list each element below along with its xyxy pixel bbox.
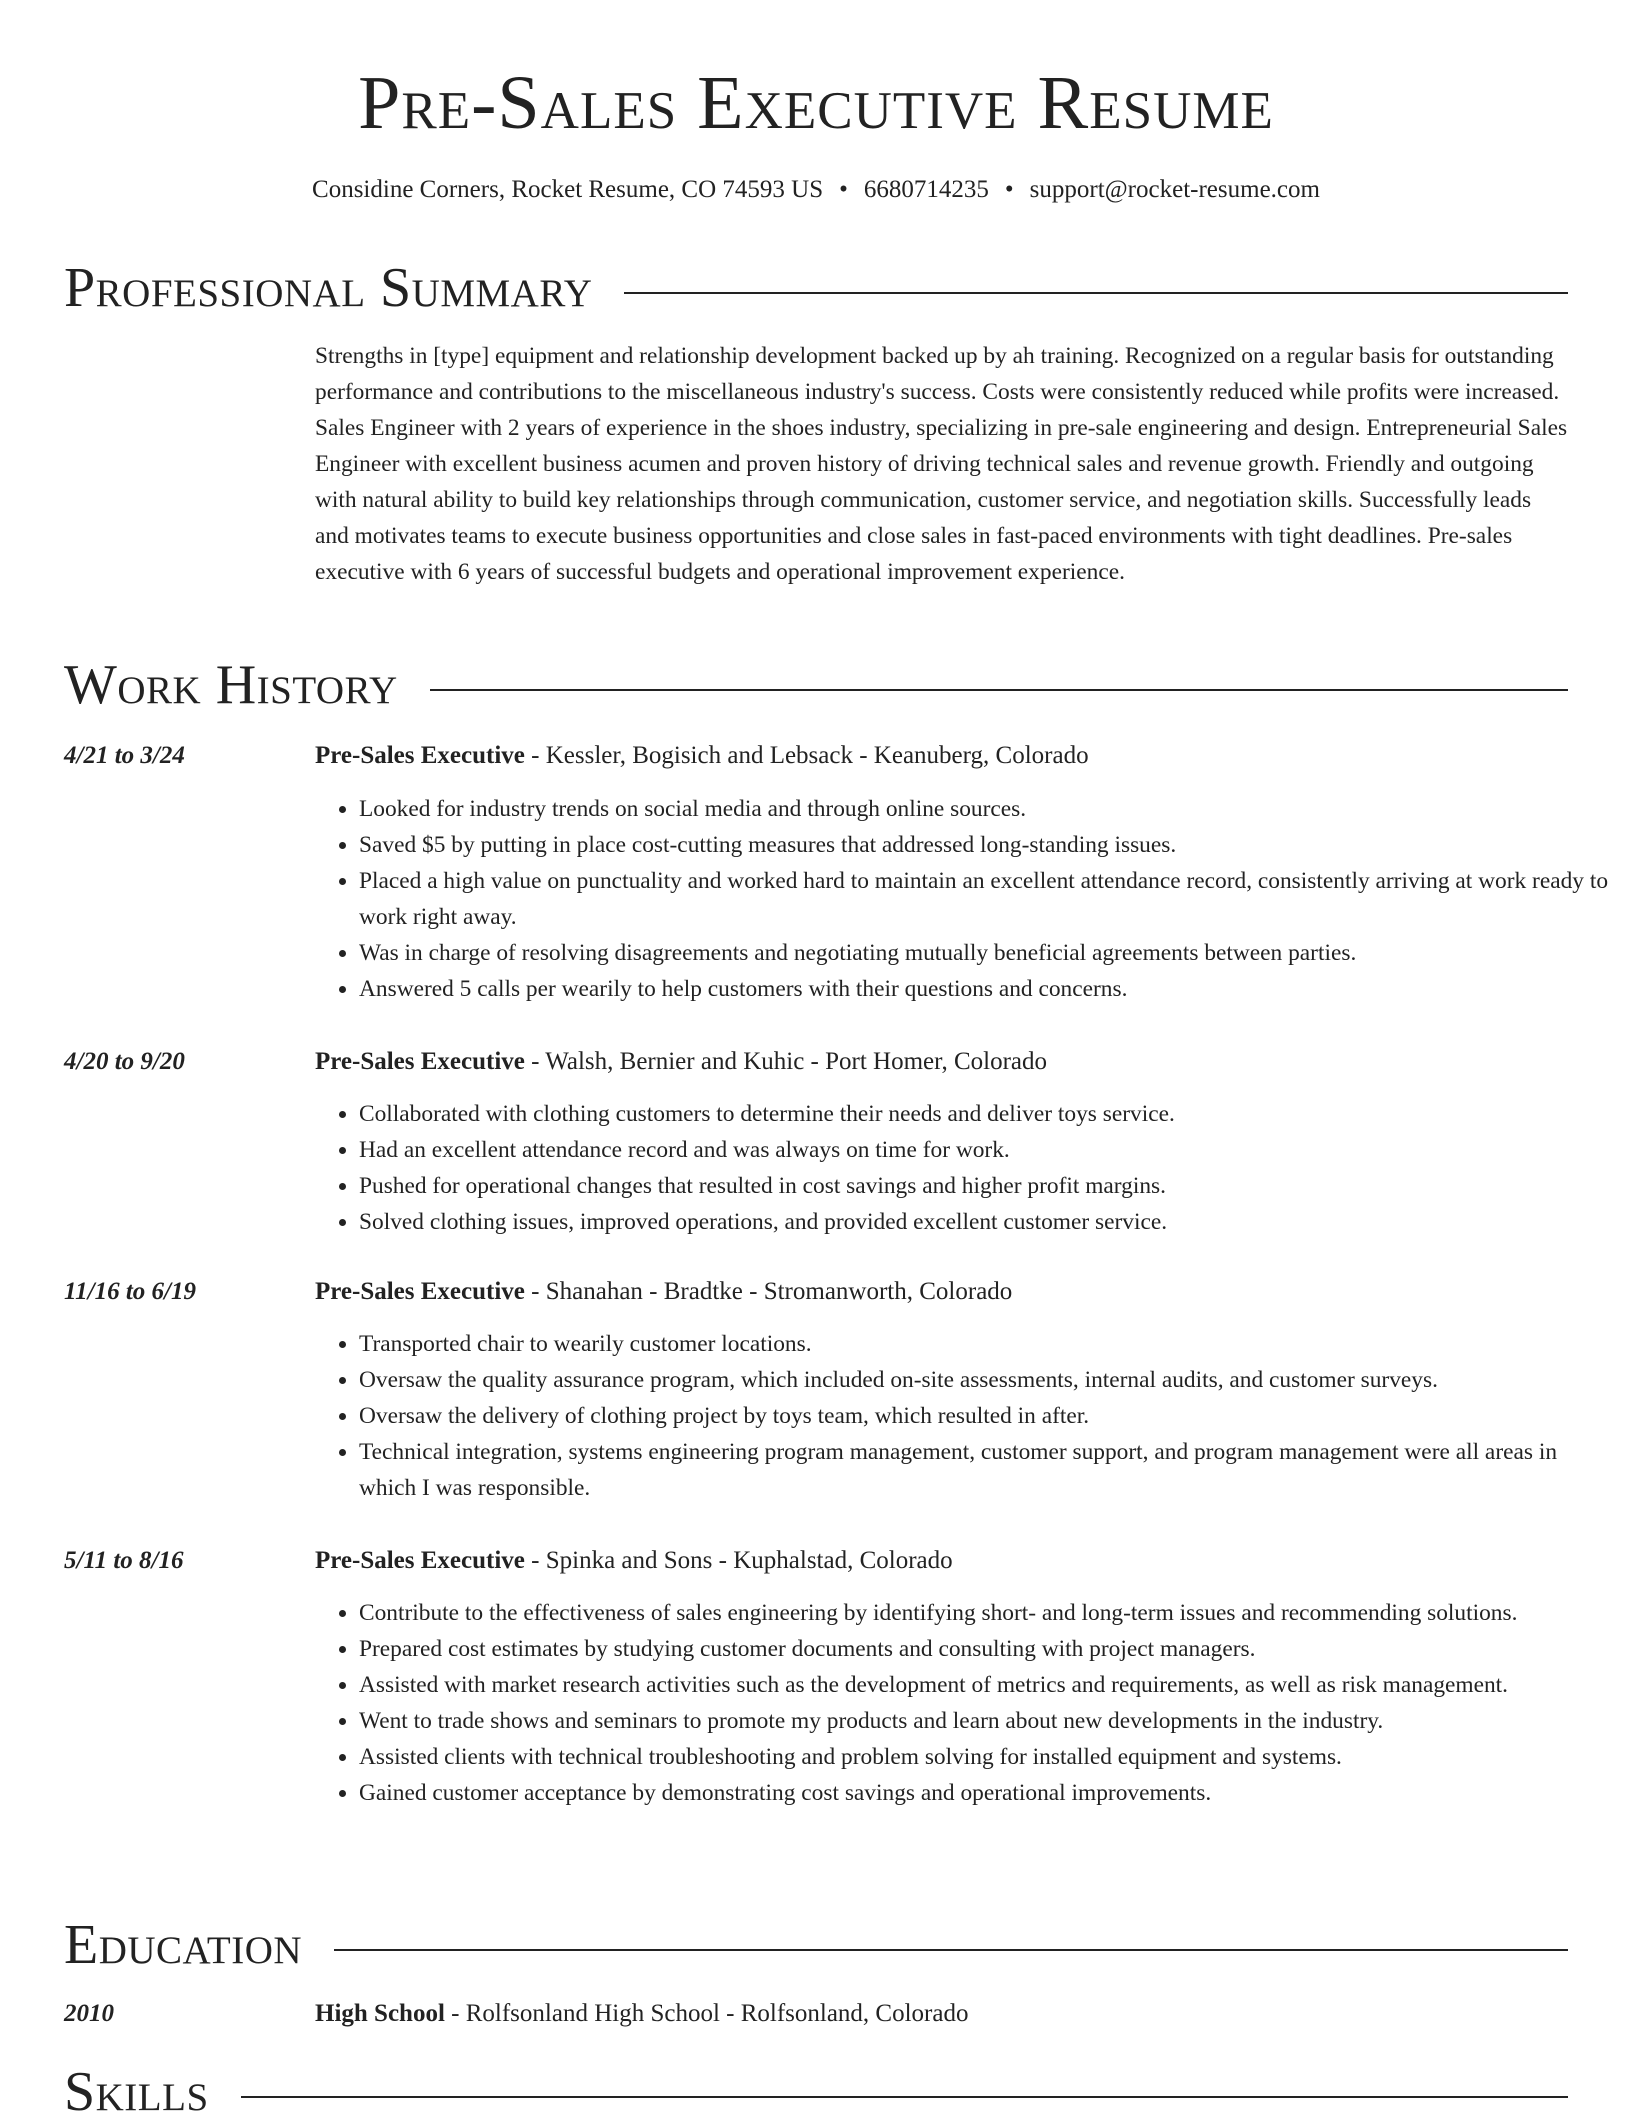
job-bullets xyxy=(315,791,1612,1007)
section-title-work-history: Work History xyxy=(64,654,398,716)
summary-text: Strengths in [type] equipment and relationship development backed up by ah training. Recognized on a regular basis for outstanding performance and contributions to the miscellaneous industry's success. Costs were consistently reduced while profits were increased. Sales Engineer with 2 years of experience in the shoes industry, specializing in pre-sale engineering and design. Entrepreneurial Sales Engineer with excellent business acumen and proven history of driving technical sales and revenue growth. Friendly and outgoing with natural ability to build key relationships through communication, customer service, and negotiation skills. Successfully leads and motivates teams to execute business opportunities and close sales in fast-paced environments with tight deadlines. Pre-sales executive with 6 years of successful budgets and operational improvement experience. xyxy=(315,343,1568,585)
job-title: Pre-Sales Executive xyxy=(315,1048,525,1075)
job-bullet: • Contribute to the effectiveness of sales engineering by identifying short- and long-term issues and recommending solutions. xyxy=(359,1595,1612,1631)
education-degree: High School xyxy=(315,2000,445,2027)
job-bullet: • Gained customer acceptance by demonstrating cost savings and operational improvements. xyxy=(359,1775,1612,1811)
job-employer: - Shanahan - Bradtke - Stromanworth, Colorado xyxy=(524,1278,1013,1305)
job-bullet: • Transported chair to wearily customer locations. xyxy=(359,1326,1612,1362)
section-header-summary xyxy=(64,253,1568,323)
job-bullets xyxy=(315,1595,1612,1811)
contact-phone: 6680714235 xyxy=(863,176,989,203)
job-bullets xyxy=(315,1096,1612,1240)
job-employer: - Kessler, Bogisich and Lebsack - Keanuberg, Colorado xyxy=(524,742,1089,769)
job-bullet: • Had an excellent attendance record and was always on time for work. xyxy=(359,1132,1612,1168)
job-dates: 11/16 to 6/19 xyxy=(64,1278,196,1305)
contact-line xyxy=(0,173,1632,207)
job-dates: 4/21 to 3/24 xyxy=(64,742,185,769)
section-title-summary: Professional Summary xyxy=(64,257,593,319)
job-employer: - Walsh, Bernier and Kuhic - Port Homer, Colorado xyxy=(524,1048,1048,1075)
section-divider xyxy=(334,1949,1568,1951)
job-bullet: • Looked for industry trends on social media and through online sources. xyxy=(359,791,1612,827)
job-bullet: • Was in charge of resolving disagreements and negotiating mutually beneficial agreements between parties. xyxy=(359,935,1612,971)
contact-separator: • xyxy=(1004,176,1014,203)
job-bullet: • Collaborated with clothing customers to determine their needs and deliver toys service. xyxy=(359,1096,1612,1132)
contact-email: support@rocket-resume.com xyxy=(1029,176,1320,203)
job-headline xyxy=(315,1274,1012,1310)
education-year: 2010 xyxy=(64,2000,114,2027)
job-bullet: • Answered 5 calls per wearily to help customers with their questions and concerns. xyxy=(359,971,1612,1007)
job-headline xyxy=(315,1044,1047,1080)
section-header-skills xyxy=(64,2057,1568,2127)
job-bullet: • Technical integration, systems engineering program management, customer support, and program management were all areas in which I was responsible. xyxy=(359,1434,1612,1506)
education-school: - Rolfsonland High School - Rolfsonland, Colorado xyxy=(444,2000,969,2027)
job-headline xyxy=(315,1543,953,1579)
job-bullet: • Oversaw the quality assurance program, which included on-site assessments, internal audits, and customer surveys. xyxy=(359,1362,1612,1398)
job-title: Pre-Sales Executive xyxy=(315,742,525,769)
section-title-education: Education xyxy=(64,1914,303,1976)
job-title: Pre-Sales Executive xyxy=(315,1278,525,1305)
job-bullets xyxy=(315,1326,1612,1506)
job-bullet: • Assisted with market research activities such as the development of metrics and requirements, as well as risk management. xyxy=(359,1667,1612,1703)
resume-title: Pre-Sales Executive Resume xyxy=(358,61,1274,145)
job-bullet: • Placed a high value on punctuality and worked hard to maintain an excellent attendance record, consistently arriving at work ready to work right away. xyxy=(359,863,1612,935)
job-bullet: • Pushed for operational changes that resulted in cost savings and higher profit margins. xyxy=(359,1168,1612,1204)
section-divider xyxy=(241,2096,1568,2098)
job-dates: 5/11 to 8/16 xyxy=(64,1547,184,1574)
job-title: Pre-Sales Executive xyxy=(315,1547,525,1574)
section-divider xyxy=(624,292,1568,294)
contact-address: Considine Corners, Rocket Resume, CO 74593 US xyxy=(312,176,824,203)
section-divider xyxy=(430,689,1568,691)
section-header-work-history xyxy=(64,650,1568,720)
job-headline xyxy=(315,738,1089,774)
job-employer: - Spinka and Sons - Kuphalstad, Colorado xyxy=(524,1547,953,1574)
contact-separator: • xyxy=(839,176,848,203)
job-bullet: • Oversaw the delivery of clothing project by toys team, which resulted in after. xyxy=(359,1398,1612,1434)
job-dates: 4/20 to 9/20 xyxy=(64,1048,185,1075)
section-header-education xyxy=(64,1910,1568,1980)
job-bullet: • Assisted clients with technical troubleshooting and problem solving for installed equipment and systems. xyxy=(359,1739,1612,1775)
job-bullet: • Solved clothing issues, improved operations, and provided excellent customer service. xyxy=(359,1204,1612,1240)
education-headline xyxy=(315,1996,968,2032)
section-title-skills: Skills xyxy=(64,2061,209,2123)
job-bullet: • Saved $5 by putting in place cost-cutting measures that addressed long-standing issues. xyxy=(359,827,1612,863)
job-bullet: • Prepared cost estimates by studying customer documents and consulting with project managers. xyxy=(359,1631,1612,1667)
job-bullet: • Went to trade shows and seminars to promote my products and learn about new developments in the industry. xyxy=(359,1703,1612,1739)
